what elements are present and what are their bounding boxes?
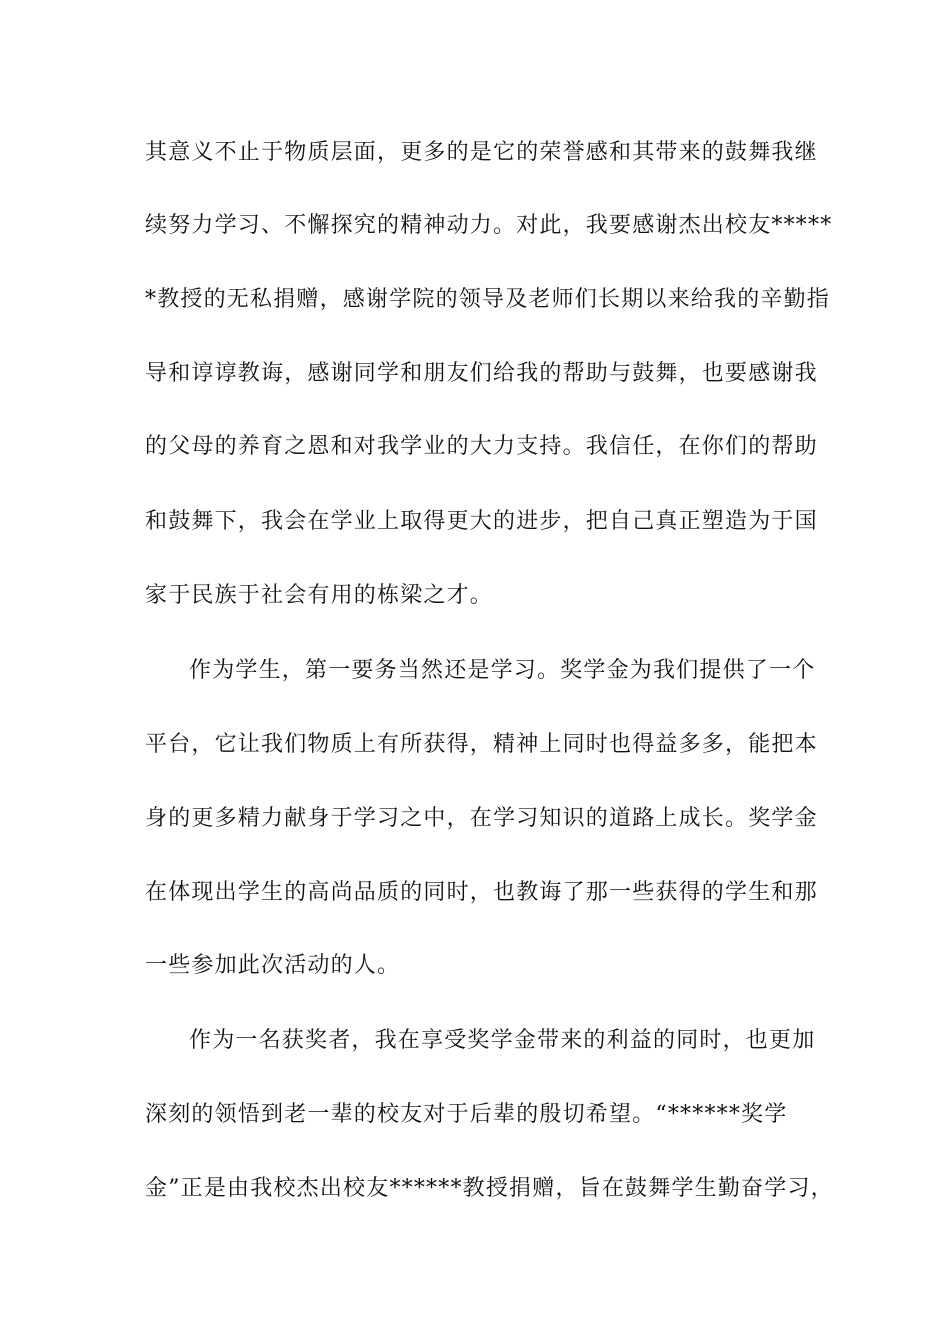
text-line: 平台，它让我们物质上有所获得，精神上同时也得益多多，能把本 [145,732,818,757]
paragraph-first-line: 作为学生，第一要务当然还是学习。奖学金为我们提供了一个 [189,658,816,683]
text-line: 其意义不止于物质层面，更多的是它的荣誉感和其带来的鼓舞我继 [145,140,818,165]
paragraph-first-line: 作为一名获奖者，我在享受奖学金带来的利益的同时，也更加 [189,1028,816,1053]
text-line: 金”正是由我校杰出校友******教授捐赠，旨在鼓舞学生勤奋学习， [145,1176,834,1201]
text-line: *教授的无私捐赠，感谢学院的领导及老师们长期以来给我的辛勤指 [145,287,831,312]
text-line: 和鼓舞下，我会在学业上取得更大的进步，把自己真正塑造为于国 [145,509,818,534]
text-line: 的父母的养育之恩和对我学业的大力支持。我信任，在你们的帮助 [145,434,818,459]
text-line: 导和谆谆教诲，感谢同学和朋友们给我的帮助与鼓舞，也要感谢我 [145,361,818,386]
text-line: 在体现出学生的高尚品质的同时，也教诲了那一些获得的学生和那 [145,880,818,905]
text-line: 续努力学习、不懈探究的精神动力。对此，我要感谢杰出校友***** [145,213,833,238]
text-line: 一些参加此次活动的人。 [145,953,401,978]
text-line: 家于民族于社会有用的栋梁之才。 [145,583,494,608]
text-line: 深刻的领悟到老一辈的校友对于后辈的殷切希望。“******奖学 [145,1102,788,1127]
text-line: 身的更多精力献身于学习之中，在学习知识的道路上成长。奖学金 [145,806,818,831]
